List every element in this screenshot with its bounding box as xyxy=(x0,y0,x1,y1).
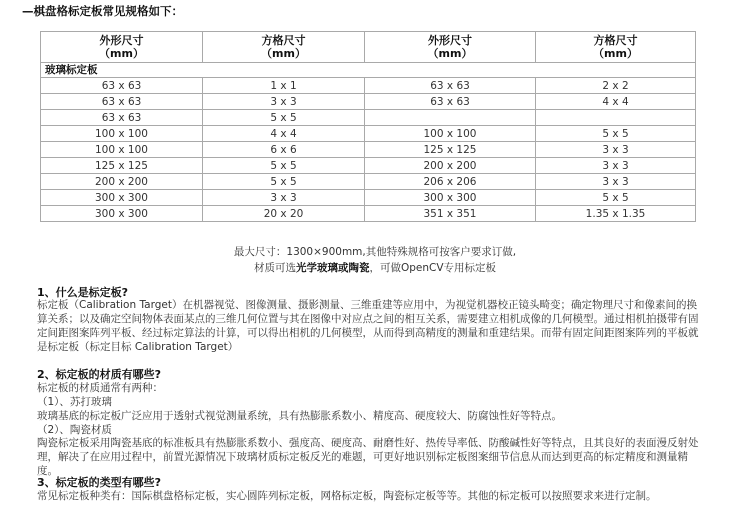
table-row xyxy=(41,110,696,126)
cell-outer-size-2 xyxy=(365,110,536,126)
note-suffix: ，可做OpenCV专用标定板 xyxy=(369,262,497,274)
cell-outer-size-2: 63 x 63 xyxy=(365,94,536,110)
table-row xyxy=(41,94,696,110)
cell-outer-size-2: 125 x 125 xyxy=(365,142,536,158)
page-heading: —棋盘格标定板常见规格如下： xyxy=(22,4,183,18)
cell-outer-size-1: 200 x 200 xyxy=(41,174,203,190)
note-line-1: 最大尺寸：1300×900mm,其他特殊规格可按客户要求订做, xyxy=(233,246,517,258)
cell-outer-size-1: 63 x 63 xyxy=(41,110,203,126)
section-3-title: 3、标定板的类型有哪些? xyxy=(37,476,162,489)
cell-outer-size-1: 100 x 100 xyxy=(41,126,203,142)
cell-outer-size-1: 125 x 125 xyxy=(41,158,203,174)
cell-grid-size-2: 3 x 3 xyxy=(536,142,696,158)
cell-grid-size-1: 3 x 3 xyxy=(203,190,365,206)
group-row xyxy=(41,63,696,78)
cell-grid-size-1: 3 x 3 xyxy=(203,94,365,110)
cell-grid-size-1: 5 x 5 xyxy=(203,158,365,174)
section-2-item-2-desc: 陶瓷标定板采用陶瓷基底的标准板具有热膨胀系数小、强度高、硬度高、耐磨性好、热传导率低、防酸碱性好等特点，且其良好的表面漫反射处理，解决了在应用过程中，前置光源情况下玻璃材质标定板反光的难题，可更好地识别标定板图案细节信息从而达到更高的标定精度和测量精度。 xyxy=(37,437,699,477)
note-material: 光学玻璃或陶瓷 xyxy=(295,262,370,274)
table-row xyxy=(41,126,696,142)
cell-grid-size-1: 4 x 4 xyxy=(203,126,365,142)
cell-outer-size-1: 300 x 300 xyxy=(41,206,203,222)
table-row xyxy=(41,206,696,222)
table-row xyxy=(41,174,696,190)
cell-grid-size-2: 3 x 3 xyxy=(536,158,696,174)
cell-grid-size-1: 20 x 20 xyxy=(203,206,365,222)
cell-outer-size-1: 100 x 100 xyxy=(41,142,203,158)
table-row xyxy=(41,78,696,94)
cell-outer-size-2: 206 x 206 xyxy=(365,174,536,190)
section-2-item-2: （2）、陶瓷材质 xyxy=(37,424,112,436)
cell-outer-size-2: 200 x 200 xyxy=(365,158,536,174)
note-line-2 xyxy=(0,260,750,275)
spec-table xyxy=(40,31,696,222)
header-outer-size-1: 外形尺寸 （mm） xyxy=(41,32,203,63)
cell-grid-size-1: 1 x 1 xyxy=(203,78,365,94)
section-1-body: 标定板（Calibration Target）在机器视觉、图像测量、摄影测量、三维重建等应用中，为视觉机器校正镜头畸变；确定物理尺寸和像素间的换算关系；以及确定空间物体表面某点的三维几何位置与其在图像中对应点之间的相互关系，需要建立相机成像的几何模型。通过相机拍摄带有固定间距图案阵列平板、经过标定算法的计算，可以得出相机的几何模型，从而得到高精度的测量和重建结果。而带有固定间距图案阵列的平板就是标定板（标定目标 Calibration Target） xyxy=(37,299,699,353)
cell-grid-size-1: 6 x 6 xyxy=(203,142,365,158)
header-grid-size-1: 方格尺寸 （mm） xyxy=(203,32,365,63)
cell-outer-size-1: 300 x 300 xyxy=(41,190,203,206)
section-2-intro: 标定板的材质通常有两种： xyxy=(37,382,163,394)
section-2-item-1-desc: 玻璃基底的标定板广泛应用于透射式视觉测量系统，具有热膨胀系数小、精度高、硬度较大、防腐蚀性好等特点。 xyxy=(37,410,562,422)
cell-grid-size-2: 1.35 x 1.35 xyxy=(536,206,696,222)
cell-outer-size-2: 100 x 100 xyxy=(365,126,536,142)
section-3-body: 常见标定板种类有：国际棋盘格标定板，实心圆阵列标定板，网格标定板，陶瓷标定板等等。其他的标定板可以按照要求来进行定制。 xyxy=(37,490,657,502)
table-row xyxy=(41,190,696,206)
cell-grid-size-1: 5 x 5 xyxy=(203,110,365,126)
group-label-glass: 玻璃标定板 xyxy=(41,63,696,78)
cell-outer-size-1: 63 x 63 xyxy=(41,78,203,94)
cell-grid-size-1: 5 x 5 xyxy=(203,174,365,190)
cell-outer-size-1: 63 x 63 xyxy=(41,94,203,110)
cell-outer-size-2: 300 x 300 xyxy=(365,190,536,206)
cell-outer-size-2: 351 x 351 xyxy=(365,206,536,222)
cell-grid-size-2: 5 x 5 xyxy=(536,190,696,206)
section-1-title: 1、什么是标定板? xyxy=(37,286,129,299)
note-prefix: 材质可选 xyxy=(253,262,296,274)
cell-grid-size-2 xyxy=(536,110,696,126)
table-row xyxy=(41,158,696,174)
cell-grid-size-2: 5 x 5 xyxy=(536,126,696,142)
header-grid-size-2: 方格尺寸 （mm） xyxy=(536,32,696,63)
cell-grid-size-2: 3 x 3 xyxy=(536,174,696,190)
cell-grid-size-2: 4 x 4 xyxy=(536,94,696,110)
section-2-item-1: （1）、苏打玻璃 xyxy=(37,396,112,408)
section-2-title: 2、标定板的材质有哪些? xyxy=(37,368,162,381)
table-header-row xyxy=(41,32,696,63)
cell-grid-size-2: 2 x 2 xyxy=(536,78,696,94)
cell-outer-size-2: 63 x 63 xyxy=(365,78,536,94)
table-row xyxy=(41,142,696,158)
header-outer-size-2: 外形尺寸 （mm） xyxy=(365,32,536,63)
